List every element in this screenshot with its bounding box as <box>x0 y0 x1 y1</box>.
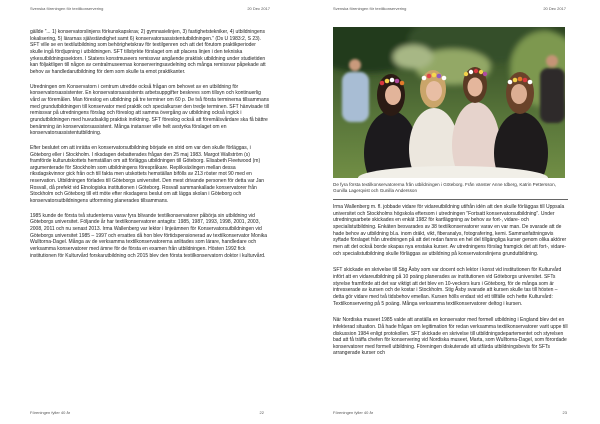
running-header-date: 20 Dec 2017 <box>247 6 270 11</box>
paragraph: Utredningen om Konservatorn i centrum utredde också frågan om behovet av en utbildning för konservatorsassistenter. En konservatorsassistents arbetsuppgifter beskrevs som tillsyn och kontinuerlig vård av föremålen. Man föreslog en utbildning på tre terminer om 60 p. De två första terminerna tillsammans med grundutbildningen till konservator med praktik och specialkurser den tredje terminen. SFT hänvisade till remissvar på utredningens förslag och föreslog att samma övergång av utbildning också ingick i grundutbildningen med huvudsaklig praktisk inriktning. SFT föreslog också att föremålsvårdare ska få bättre benämning än konservatorsassistent. Många instanser ville helt avstyrka förslaget om en konservatorsassistentutbildning. <box>30 83 269 137</box>
running-header-title: Svenska föreningen för textilkonservering <box>333 6 407 11</box>
paragraph: Irma Wallenberg m. fl. jobbade vidare för vidareutbildning utifrån idén att den skulle förläggas till Uppsala universitet och Stockholms högskola eftersom i utredningen ”Fortsatt konservatorsutbildning”. Under utredningsarbete skickades en enkät 1982 för kartläggning av behov av fort-, vidare- och specialistutbildning. Enkäten besvarades av 38 textilkonservatorer varav en var man. De svarade att de hade behov av utbildning bl.a. inom dräkt, vikt, fiberanalys, fotografering, kemi. Sammanfattningsvis syftade förslaget från utredningen på att det redan fanns en hel del tillgängliga kurser genom olika aktörer men att det också borde skapas nya enstaka kurser. Av utredningens förslag framgick det att fort-, vidare- och specialistutbildning skulle förläggas av utbildning på konservatorslinjens grundutbildning. <box>333 204 567 257</box>
paragraph: 1985 kunde de första två studenterna varav fyra blivande textilkonservatorer påbörja sin utbildning vid Göteborgs universitet. Följande år har textilkonservatorer antagits: 1985, 1987, 1993, 1998, 2001, 2003, 2008, 2011 och nu senast 2013. Irma Wallenberg var lektor i linjeämnen för Konservatorsutbildningen vid Göteborgs universitet 1985 – 1997 och ersattes då hon blev förtidspensionerad av textilkonservator Monika Wulltorna-Dagel. Många av de verksamma textilkonservatorerna anlitades som lärare, handledare och verksamma konservatorer med ämne för de första en examen från utbildningen. Hösten 1992 fick institutionen för Kulturvård forskarutbildning och 2015 blev den första textilkonservatorn doktor i kulturvård. <box>30 212 268 259</box>
page-number: 23 <box>562 410 567 415</box>
paragraph: SFT skickade en skrivelse till Stig Åsby som var docent och lektor i konst vid institutionen för Kulturvård infört att en vidareutbildning på 10 poäng planerades av institutionen vid Göteborgs universitet. SFTs styrelse framförde att det var viktigt att det blev en 10-veckors kurs i Göteborg, för de många som är intresserade av kursen och de kostar i Stockholm. Stig Åsby svarade att kursen skulle tas till hösten – detta gör vidare med två tidsbehov emellan. Kursen hölls endast vid ett tillfälle och hette Kulturvård: Textilkonservering på 5 poäng. Många verksamma textilkonservatorer deltog i kursen. <box>333 267 562 307</box>
paragraph: Efter beslutet om att inrätta en konservatorsutbildning började en strid om var den skulle förläggas, i Göteborg eller i Stockholm. I riksdagen debatterades frågan den 25 maj 1983. Margot Wallström (s) framförde kulturutskottets hemställan om att förlägga utbildningen till Göteborg. Elisabeth Fleetwood (m) argumenterade för Stockholm som utbildningens förespråkare. Replikväxlingen mellan dessa riksdagskvinnor gick från och till fakta men utskottets hemställan bifölls av 213 röster mot 90 med en reservation. Utbildningen förlades till Göteborgs universitet. Den mest drivande personen för detta var Jan Rosvall, då prefekt vid Etnologiska institutionen i Göteborg. Rosvall sammankallade konservatorer från Stockholm och Göteborg till ett möte efter riksdagens beslut om att lägga skolan i Göteborg och konservatorsutbildningens utformning planerades tillsammans. <box>30 144 265 205</box>
group-photo <box>333 27 565 178</box>
running-footer-title: Föreningen fyller 40 år <box>30 410 71 415</box>
body-text <box>30 29 270 267</box>
running-header-date: 20 Dec 2017 <box>543 6 566 11</box>
body-text <box>333 204 568 367</box>
running-footer-title: Föreningen fyller 40 år <box>333 410 374 415</box>
running-header-title: Svenska föreningen för textilkonservering <box>30 6 104 11</box>
caption-divider <box>333 199 568 200</box>
paragraph: När Nordiska museet 1985 valde att anställa en konservator med formell utbildning i England blev det en infekterad situation. Då hade frågan om legitimation för redan verksamma textilkonservatorer varit uppe till diskussion 1984 enligt protokollen. SFT skickade en skrivelse till utbildningsdepartementet och styrelsen bad att få träffa chefen för konservering vid Nordiska museet, Marta, som Wulltorna-Dagel, som förordade konservatorer med formell utbildning. Föreningen diskuterade att utfärda utbildningsbevis för SFTs arrangerade kurser och <box>333 317 568 357</box>
right-page <box>300 0 600 424</box>
photo-caption: De fyra första textilkonservatorerna från utbildningen i Göteborg. Från vänster Anne Idberg, Katrin Pettersson, Gunilla Lagerqvist och Gunilla Andersson <box>333 182 556 193</box>
paragraph: gällde ”... 1) konservatorslinjens förkunskapskrav, 2) gymnasielinjen, 3) fastighetstekniker, 4) utbildningens lokalisering, 5) lärarnas självständighet samt 6) konservatorsassistentutbildningen.” (Ds U 1983:2, S 23). SFT ville se en textilutbildning som behörighetskrav för textilgenren och att det förutom praktikperioder skulle ingå fördjupning i utbildningen. SFT tillstyrkte förslaget om att placera linjen i den tekniska yrkesutbildningssektorn. I Statens konstmuseers remissvar angående praktisk utbildning under studietiden kan följaktligen till någon av centralmuseernas konserveringsavdelning och många remissvar påpekade att behov av handledarutbildning för dem som skulle ta emot praktikanter. <box>30 29 266 75</box>
page-number: 22 <box>259 410 264 415</box>
